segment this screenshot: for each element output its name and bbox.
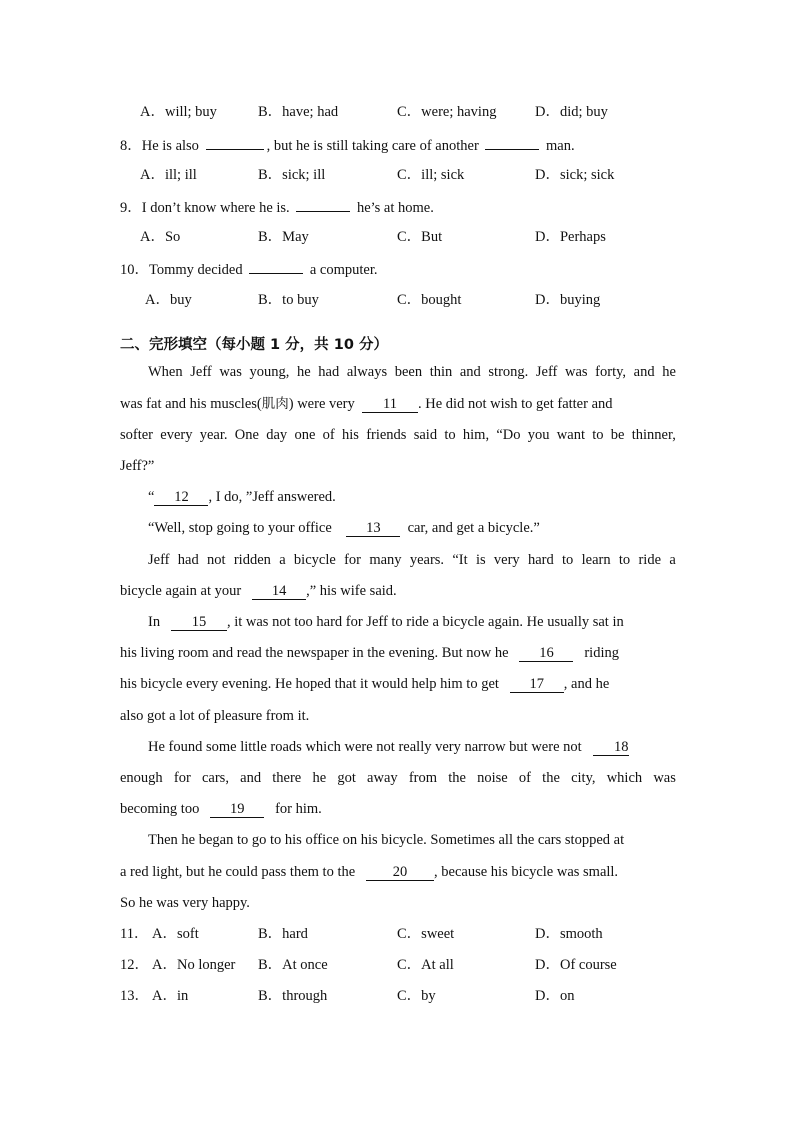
q8-blank-1 [206, 134, 264, 150]
passage-p1-line3 [120, 425, 676, 445]
text-segment: In [148, 614, 161, 630]
word: he [662, 364, 676, 380]
word: of [518, 770, 531, 786]
q8-text-after: man. [546, 138, 575, 154]
q11-option-d: D．smooth [535, 926, 603, 942]
text-segment: his bicycle every evening. He hoped that it would help him to get [120, 676, 499, 692]
q7-option-d: D．did; buy [535, 104, 608, 120]
word: and [240, 770, 262, 786]
q13-option-c: C．by [397, 988, 436, 1004]
q10-stem [120, 258, 676, 278]
word: said [413, 427, 438, 443]
text-segment: “Well, stop going to your office [148, 520, 332, 536]
passage-p3 [148, 518, 676, 538]
text-segment: riding [584, 645, 619, 661]
q9-text-before: I don’t know where he is. [141, 200, 290, 216]
blank-16: 16 [519, 645, 573, 662]
q9-option-b: B．May [258, 229, 309, 245]
q12-option-b: B．At once [258, 957, 328, 973]
word: noise [477, 770, 508, 786]
text-segment: “ [148, 489, 155, 505]
q12-options [0, 955, 794, 975]
blank-13: 13 [346, 520, 400, 537]
word: Jeff [190, 364, 212, 380]
word: cars, [201, 770, 229, 786]
q11-option-c: C．sweet [397, 926, 455, 942]
q11-option-a: A．soft [152, 926, 199, 942]
word: year. [199, 427, 228, 443]
q9-number: 9． [120, 200, 142, 216]
text-segment: He found some little roads which were not really very narrow but were not [148, 739, 582, 755]
word: years. [409, 552, 445, 568]
q10-option-a: A．buy [145, 292, 192, 308]
text-segment: , because his bicycle was small. [434, 864, 619, 880]
word: for [173, 770, 191, 786]
q9-blank [296, 196, 350, 212]
word: One [234, 427, 259, 443]
q8-option-d: D．sick; sick [535, 167, 615, 183]
word: got [337, 770, 356, 786]
word: was [564, 364, 588, 380]
q8-options [0, 165, 794, 185]
blank-14: 14 [252, 583, 306, 600]
q10-options [0, 290, 794, 310]
text-segment: ) were very [288, 396, 355, 412]
word: not [207, 552, 226, 568]
q11-option-b: B．hard [258, 926, 308, 942]
word: When [148, 364, 183, 380]
passage-p5-line3 [120, 674, 676, 694]
q10-option-b: B．to buy [258, 292, 319, 308]
section-heading: 二、完形填空（每小题 1 分，共 10 分） [120, 337, 388, 353]
text-segment: , and he [563, 676, 610, 692]
word: “Do [496, 427, 521, 443]
passage-p6-line1 [148, 737, 676, 757]
blank-18: 18 [593, 739, 629, 756]
blank-15: 15 [171, 614, 227, 631]
word: and [633, 364, 655, 380]
q11-options [0, 924, 794, 944]
word: was [653, 770, 676, 786]
word: away [367, 770, 398, 786]
word: a [669, 552, 676, 568]
word: ride [638, 552, 662, 568]
q8-stem [120, 134, 676, 154]
word: been [394, 364, 423, 380]
q7-option-a: A．will; buy [140, 104, 217, 120]
word: from [408, 770, 437, 786]
passage-p5-line1 [148, 612, 676, 632]
word: want [556, 427, 585, 443]
text-segment: , it was not too hard for Jeff to ride a bicycle again. He usually sat in [226, 614, 624, 630]
word: always [346, 364, 388, 380]
word: which [606, 770, 643, 786]
q10-text-after: a computer. [309, 262, 378, 278]
passage-p6-line3 [120, 799, 676, 819]
q13-option-b: B．through [258, 988, 328, 1004]
q8-option-b: B．sick; ill [258, 167, 326, 183]
text-segment: car, and get a bicycle.” [407, 520, 540, 536]
q8-option-c: C．ill; sick [397, 167, 465, 183]
q8-text-before: He is also [141, 138, 199, 154]
word: be [610, 427, 625, 443]
blank-17: 17 [510, 676, 564, 693]
passage-p1-line2 [120, 394, 676, 414]
blank-12: 12 [154, 489, 208, 506]
word: a [279, 552, 286, 568]
word: friends [366, 427, 407, 443]
word: the [448, 770, 466, 786]
passage-p7-line1: Then he began to go to his office on his bicycle. Sometimes all the cars stopped at [148, 832, 625, 848]
word: he [312, 770, 327, 786]
q9-option-a: A．So [140, 229, 181, 245]
q10-option-d: D．buying [535, 292, 601, 308]
word: him, [462, 427, 490, 443]
word: Jeff [535, 364, 558, 380]
q10-text-before: Tommy decided [149, 262, 243, 278]
passage-p5-line2 [120, 643, 676, 663]
blank-19: 19 [210, 801, 264, 818]
word: you [527, 427, 550, 443]
q9-options [0, 227, 794, 247]
word: the [542, 770, 560, 786]
q13-option-a: A．in [152, 988, 189, 1004]
word: to [444, 427, 456, 443]
word: is [475, 552, 486, 568]
q10-number: 10． [120, 262, 149, 278]
passage-p4-line2 [120, 581, 676, 601]
word: bicycle [293, 552, 336, 568]
q12-number: 12． [120, 957, 149, 973]
q9-text-after: he’s at home. [356, 200, 434, 216]
word: every [160, 427, 193, 443]
passage-p7-line2 [120, 862, 676, 882]
word: ridden [233, 552, 271, 568]
word: to [562, 552, 574, 568]
text-segment: . He did not wish to get fatter and [418, 396, 613, 412]
word: Jeff [148, 552, 170, 568]
word: many [369, 552, 402, 568]
q12-option-c: C．At all [397, 957, 454, 973]
word: thin [429, 364, 453, 380]
word: enough [120, 770, 163, 786]
q8-text-middle: , but he is still taking care of another [266, 138, 479, 154]
word: hard [527, 552, 554, 568]
text-segment: becoming too [120, 801, 200, 817]
q10-option-c: C．bought [397, 292, 462, 308]
word: for [344, 552, 362, 568]
q7-option-c: C．were; having [397, 104, 497, 120]
q9-stem [120, 196, 676, 216]
chinese-gloss: 肌肉 [261, 396, 289, 412]
word: of [322, 427, 335, 443]
word: forty, [595, 364, 627, 380]
q8-option-a: A．ill; ill [140, 167, 197, 183]
text-segment: bicycle again at your [120, 583, 242, 599]
blank-20: 20 [366, 864, 434, 881]
passage-p1-line4: Jeff?” [120, 458, 155, 474]
q13-number: 13． [120, 988, 149, 1004]
word: his [342, 427, 359, 443]
passage-p2 [148, 487, 676, 507]
word: had [318, 364, 340, 380]
word: and [459, 364, 481, 380]
text-segment: ,” his wife said. [306, 583, 397, 599]
q11-number: 11． [120, 926, 149, 942]
word: “It [452, 552, 468, 568]
word: learn [581, 552, 611, 568]
passage-p5-line4: also got a lot of pleasure from it. [120, 708, 310, 724]
q12-option-a: A．No longer [152, 957, 236, 973]
q10-blank [249, 258, 303, 274]
passage-p6-line2 [120, 768, 676, 788]
passage-p4-line1 [148, 550, 676, 570]
text-segment: , I do, ”Jeff answered. [208, 489, 336, 505]
passage-p1-line1 [148, 362, 676, 382]
word: city, [571, 770, 596, 786]
text-segment: for him. [275, 801, 322, 817]
word: he [296, 364, 311, 380]
word: softer [120, 427, 154, 443]
word: one [294, 427, 316, 443]
word: to [618, 552, 631, 568]
q8-number: 8． [120, 138, 142, 154]
q13-options [0, 986, 794, 1006]
word: was [219, 364, 242, 380]
q12-option-d: D．Of course [535, 957, 617, 973]
q13-option-d: D．on [535, 988, 575, 1004]
q9-option-c: C．But [397, 229, 443, 245]
q9-option-d: D．Perhaps [535, 229, 606, 245]
q7-option-b: B．have; had [258, 104, 339, 120]
word: there [272, 770, 302, 786]
text-segment: was fat and his muscles( [120, 396, 262, 412]
blank-11: 11 [362, 396, 418, 413]
word: strong. [488, 364, 529, 380]
text-segment: his living room and read the newspaper in the evening. But now he [120, 645, 509, 661]
word: young, [249, 364, 290, 380]
word: very [493, 552, 520, 568]
word: to [592, 427, 604, 443]
word: thinner, [631, 427, 676, 443]
text-segment: a red light, but he could pass them to the [120, 864, 356, 880]
q7-options [0, 102, 794, 122]
q8-blank-2 [485, 134, 539, 150]
passage-p7-line3: So he was very happy. [120, 895, 250, 911]
word: had [177, 552, 199, 568]
word: day [266, 427, 288, 443]
